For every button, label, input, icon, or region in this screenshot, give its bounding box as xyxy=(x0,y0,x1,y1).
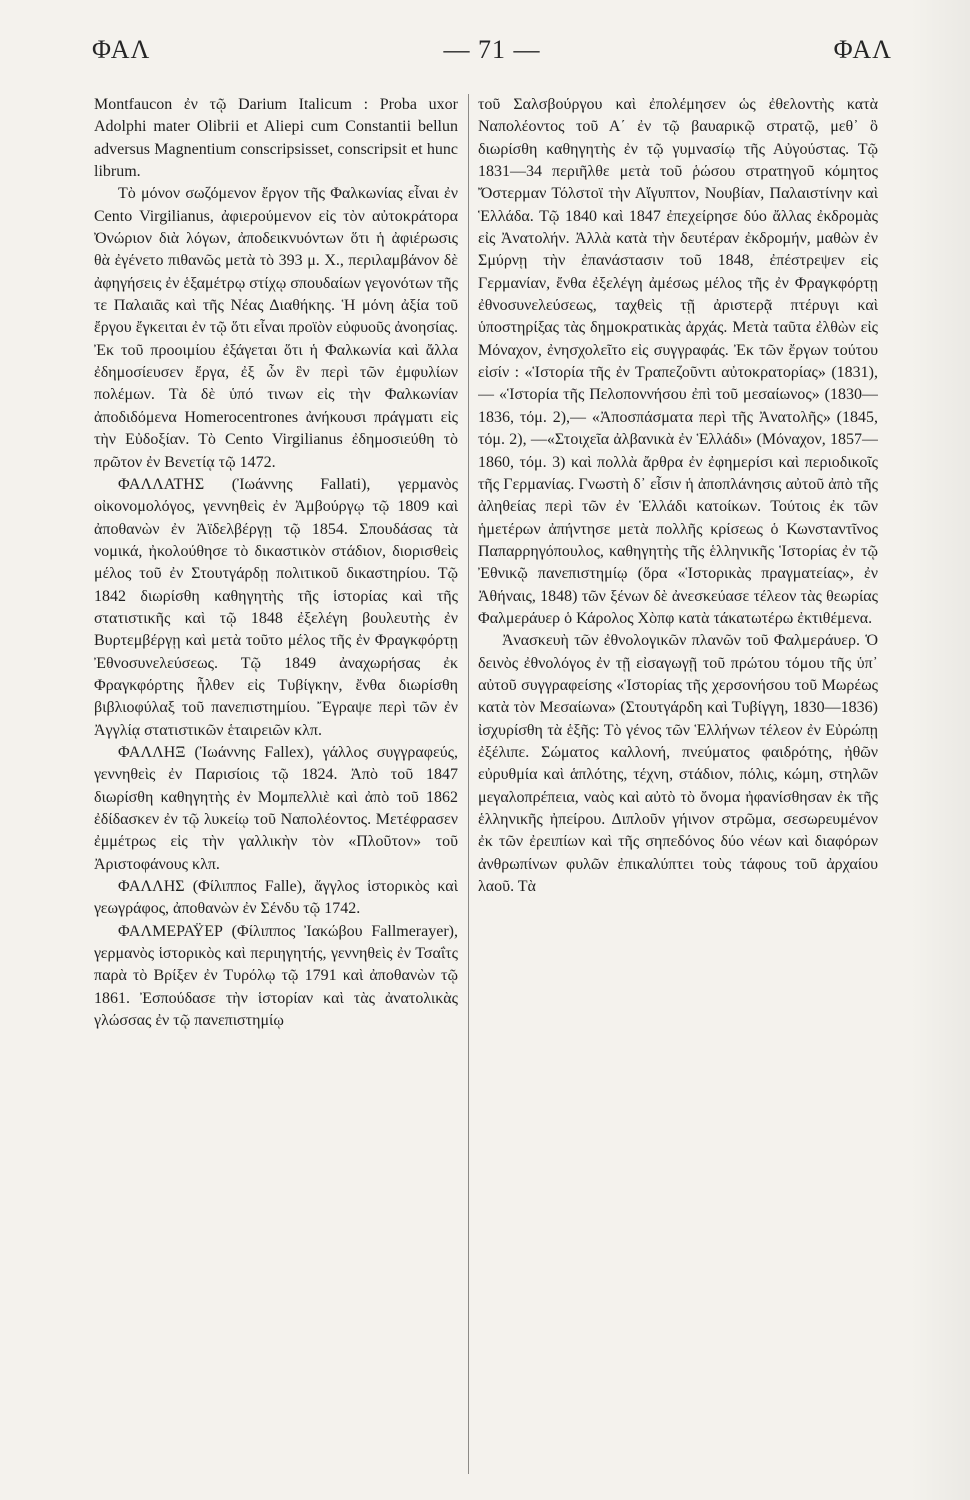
entry-fallex: ΦΑΛΛΗΞ (Ἰωάννης Fallex), γάλλος συγγραφεύς, γεννηθεὶς ἐν Παρισίοις τῷ 1824. Ἀπὸ τοῦ 1847 διωρίσθη καθηγητὴς ἐν Μομπελλιὲ καὶ ἀπὸ τοῦ 1862 ἐδίδασκεν ἐν τῷ λυκείῳ τοῦ Ναπολέοντος. Μετέφρασεν ἐμμέτρως εἰς τὴν γαλλικὴν τὸν «Πλοῦτον» τοῦ Ἀριστοφάνους κλπ. xyxy=(94,743,458,873)
paragraph: Τὸ μόνον σωζόμενον ἔργον τῆς Φαλκωνίας εἶναι ἐν Cento Virgilianus, ἀφιερούμενον εἰς τὸν αὐτοκράτορα Ὀνώριον διὰ λόγων, ἀποδεικνυόντων ὅτι ἡ ἀφιέρωσις θὰ ἐγένετο πιθανῶς μετὰ τὸ 393 μ. Χ., περιλαμβάνον δὲ ἀφηγήσεις ἐν ἑξαμέτρῳ στίχῳ σπουδαίων γεγονότων τῆς τε Παλαιᾶς καὶ τῆς Νέας Διαθήκης. Ἡ μόνη ἀξία τοῦ ἔργου ἔγκειται ἐν τῷ ὅτι εἶναι προϊὸν εὐφυοῦς ἀνοησίας. Ἐκ τοῦ προοιμίου ἐξάγεται ὅτι ἡ Φαλκωνία καὶ ἄλλα ἐδημοσίευσεν ἔργα, ἐξ ὧν ἓν περὶ τῶν ἐμφυλίων πολέμων. Τὰ δὲ ὑπό τινων εἰς τὴν Φαλκωνίαν ἀποδιδόμενα Homerocentrones ἀνήκουσι πράγματι εἰς τὴν Εὐδοξίαν. Τὸ Cento Virgilianus ἐδημοσιεύθη τὸ πρῶτον ἐν Βενετίᾳ τῷ 1472. xyxy=(94,185,458,471)
paragraph: τοῦ Σαλσβούργου καὶ ἐπολέμησεν ὡς ἐθελοντὴς κατὰ Ναπολέοντος τοῦ Α΄ ἐν τῷ βαυαρικῷ στρατῷ, μεθ᾽ ὃ διωρίσθη καθηγητὴς ἐν τῷ γυμνασίῳ τῆς Αὐγούστας. Τῷ 1831—34 περιῆλθε μετὰ τοῦ ῥώσου στρατηγοῦ κόμητος Ὄστερμαν Τόλστοϊ τὴν Αἴγυπτον, Νουβίαν, Παλαιστίνην καὶ Ἑλλάδα. Τῷ 1840 καὶ 1847 ἐπεχείρησε δύο ἄλλας ἐκδρομὰς εἰς Ἀνατολήν. Ἀλλὰ κατὰ τὴν δευτέραν ἐκδρομήν, μαθὼν ἐν Σμύρνῃ τὴν ἐπανάστασιν τοῦ 1848, ἐπέστρεψεν εἰς Γερμανίαν, ἔνθα ἐξελέγη ἀμέσως μέλος τῆς ἐν Φραγκφόρτῃ ἐθνοσυνελεύσεως, ταχθεὶς τῇ ἀριστερᾷ πτέρυγι καὶ ὑποστηρίξας τὰς δημοκρατικὰς ἀρχάς. Μετὰ ταῦτα ἐλθὼν εἰς Μόναχον, ἐνησχολεῖτο εἰς συγγραφάς. Ἐκ τῶν ἔργων τούτου εἰσίν : «Ἱστορία τῆς ἐν Τραπεζοῦντι αὐτοκρατορίας» (1831), — «Ἱστορία τῆς Πελοποννήσου ἐπὶ τοῦ μεσαίωνος» (1830—1836, τόμ. 2),— «Ἀποσπάσματα περὶ τῆς Ἀνατολῆς» (1845, τόμ. 2), —«Στοιχεῖα ἀλβανικὰ ἐν Ἑλλάδι» (Μόναχον, 1857—1860, τόμ. 3) καὶ πολλὰ ἄρθρα ἐν ἐφημερίσι καὶ περιοδικοῖς τῆς Γερμανίας. Γνωστὴ δ᾽ εἶσιν ἡ ἀποπλάνησις αὐτοῦ ἀπὸ τῆς ἀληθείας περὶ τῶν ἐν Ἑλλάδι κατοίκων. Τούτοις ἐκ τῶν ἡμετέρων ἀπήντησε μετὰ πολλῆς κρίσεως ὁ Κωνσταντῖνος Παπαρρηγόπουλος, καθηγητὴς τῆς ἑλληνικῆς Ἱστορίας ἐν τῷ Ἐθνικῷ πανεπιστημίῳ (ὅρα «Ἱστορικὰς πραγματείας», ἐν Ἀθήναις, 1848) τῶν ξένων δὲ ἀνεσκεύασε τέλεον τὰς θεωρίας Φαλμεράυερ ὁ Κάρολος Χὸπφ κατὰ τάκατωτέρω ἐκτιθέμενα. xyxy=(478,96,878,627)
header-right: ΦΑΛ xyxy=(833,35,892,64)
page-number: — 71 — xyxy=(443,35,541,64)
header-left: ΦΑΛ xyxy=(92,35,151,64)
entry-fallati: ΦΑΛΛΑΤΗΣ (Ἰωάννης Fallati), γερμανὸς οἰκονομολόγος, γεννηθεὶς ἐν Ἀμβούργῳ τῷ 1809 καὶ ἀποθανὼν ἐν Ἀϊδελβέργῃ τῷ 1854. Σπουδάσας τὰ νομικά, ἠκολούθησε τὸ δικαστικὸν στάδιον, διορισθεὶς μέλος τοῦ ἐν Στουτγάρδῃ πολιτικοῦ δικαστηρίου. Τῷ 1842 διωρίσθη καθηγητὴς τῆς ἱστορίας καὶ τῆς στατιστικῆς καὶ τῷ 1848 ἐξελέγη βουλευτὴς ἐν Βυρτεμβέργῃ καὶ μετὰ τοῦτο μέλος τῆς ἐν Φραγκφόρτῃ Ἐθνοσυνελεύσεως. Τῷ 1849 ἀναχωρήσας ἐκ Φραγκφόρτης ἦλθεν εἰς Τυβίγκην, ἔνθα διωρίσθη βιβλιοφύλαξ τοῦ πανεπιστημίου. Ἔγραψε περὶ τῶν ἐν Ἀγγλίᾳ στατιστικῶν ἑταιρειῶν κλπ. xyxy=(94,475,458,739)
left-column xyxy=(94,94,458,1474)
entry-falle: ΦΑΛΛΗΣ (Φίλιππος Falle), ἄγγλος ἱστορικὸς καὶ γεωγράφος, ἀποθανὼν ἐν Σένδυ τῷ 1742. xyxy=(94,878,458,918)
paragraph: Ἀνασκευὴ τῶν ἐθνολογικῶν πλανῶν τοῦ Φαλμεράυερ. Ὁ δεινὸς ἐθνολόγος ἐν τῇ εἰσαγωγῇ τοῦ πρώτου τόμου τῆς ὑπ᾽ αὐτοῦ συγγραφείσης «Ἱστορίας τῆς χερσονήσου τοῦ Μωρέως κατὰ τὸν Μεσαίωνα» (Στουτγάρδη καὶ Τυβίγγη, 1830—1836) ἰσχυρίσθη τὰ ἑξῆς: Τὸ γένος τῶν Ἑλλήνων τέλεον ἐν Εὐρώπῃ ἐξέλιπε. Σώματος καλλονή, πνεύματος φαιδρότης, ἠθῶν εὐρυθμία καὶ ἁπλότης, τέχνη, στάδιον, πόλις, κώμη, στηλῶν μεγαλοπρέπεια, ναὸς καὶ αὐτὸ τὸ ὄνομα ἠφανίσθησαν ἐκ τῆς ἑλληνικῆς ἠπείρου. Διπλοῦν γήινον στρῶμα, σεσωρευμένον ἐκ τῶν ἐρειπίων καὶ τῆς σηπεδόνος δύο νέων καὶ διαφόρων ἀνθρωπίνων φυλῶν ἐπικαλύπτει τοὺς τάφους τοῦ ἀρχαίου λαοῦ. Τὰ xyxy=(478,632,878,896)
entry-fallmerayer: ΦΑΛΜΕΡΑΫΕΡ (Φίλιππος Ἰακώβου Fallmerayer), γερμανὸς ἱστορικὸς καὶ περιηγητής, γεννηθεὶς ἐν Τσαΐτς παρὰ τὸ Βρίξεν ἐν Τυρόλῳ τῷ 1791 καὶ ἀποθανὼν τῷ 1861. Ἐσπούδασε τὴν ἱστορίαν καὶ τὰς ἀνατολικὰς γλώσσας ἐν τῷ πανεπιστημίῳ xyxy=(94,922,458,1030)
column-divider xyxy=(468,94,469,1474)
page-edge-shading xyxy=(910,0,970,1500)
page-header xyxy=(92,30,892,70)
paragraph: Montfaucon ἐν τῷ Darium Italicum : Proba uxor Adolphi mater Olibrii et Aliepi cum Constantii bellun adversus Magnentium conscripsisset, conscripsit et hunc librum. xyxy=(94,96,458,181)
right-column xyxy=(478,94,878,1474)
